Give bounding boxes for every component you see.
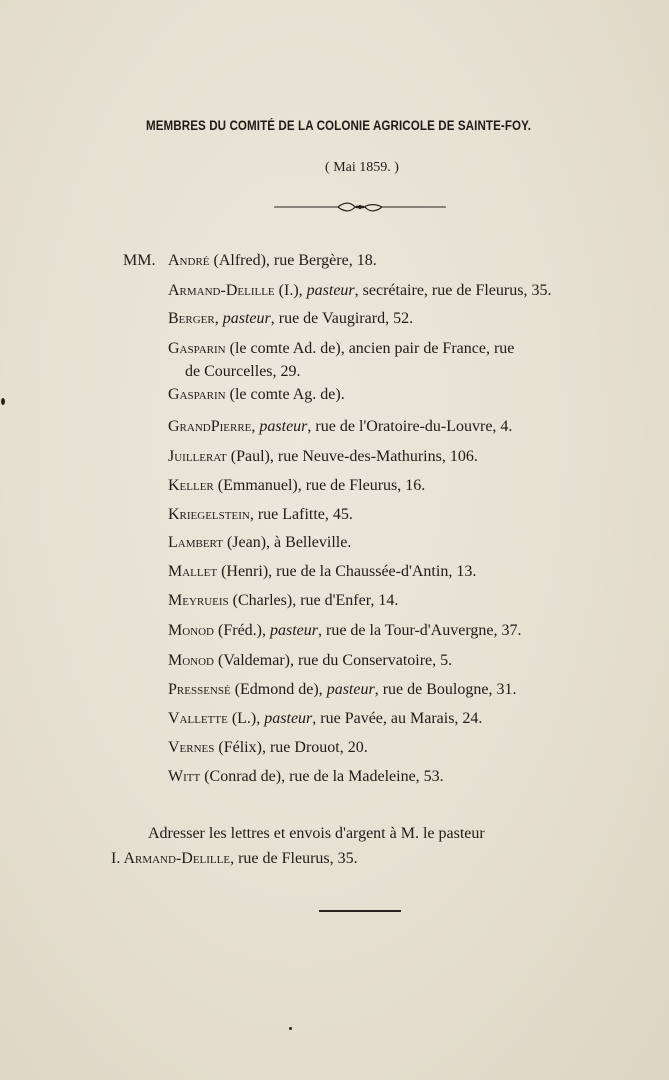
member-details: (Charles), rue d'Enfer, 14. (228, 592, 399, 609)
footer-line-1: Adresser les lettres et envois d'argent à M. le pasteur (148, 825, 485, 842)
member-name: André (168, 252, 210, 269)
member-role: pasteur (264, 710, 313, 727)
member-details: (Fréd.), (214, 622, 270, 639)
member-name: Lambert (168, 534, 223, 551)
member-name: Vallette (168, 710, 228, 727)
member-entry (168, 502, 604, 527)
member-entry (168, 677, 604, 702)
member-details: (L.), (227, 710, 265, 727)
member-address: , secrétaire, rue de Fleurus, 35. (354, 282, 552, 299)
page-title: MEMBRES DU COMITÉ DE LA COLONIE AGRICOLE DE SAINTE-FOY. (145, 118, 532, 133)
member-name: Gasparin (168, 386, 226, 403)
member-details: (Conrad de), rue de la Madeleine, 53. (200, 768, 444, 785)
member-details: (Edmond de), (230, 681, 327, 698)
member-address: , rue de Boulogne, 31. (374, 681, 517, 698)
member-entry (168, 278, 604, 303)
member-entry (168, 248, 604, 273)
member-entry (168, 473, 604, 498)
member-entry (168, 559, 604, 584)
footer-address: , rue de Fleurus, 35. (230, 850, 358, 867)
member-entry (168, 706, 604, 731)
member-details: (Félix), rue Drouot, 20. (214, 739, 368, 756)
member-entry (168, 764, 604, 789)
member-name: Gasparin (168, 340, 226, 357)
member-details: , (251, 418, 260, 435)
member-details: (Alfred), rue Bergère, 18. (209, 252, 377, 269)
member-name: Pressensé (168, 681, 231, 698)
member-entry (168, 648, 604, 673)
member-address: , rue de la Tour-d'Auvergne, 37. (318, 622, 522, 639)
member-entry (168, 336, 604, 383)
member-entry (168, 444, 604, 469)
member-details: (Emmanuel), rue de Fleurus, 16. (213, 477, 426, 494)
member-entry (168, 530, 604, 555)
ornament-divider (272, 200, 448, 214)
member-name: Juillerat (168, 448, 227, 465)
member-name: Vernes (168, 739, 215, 756)
member-continuation: de Courcelles, 29. (185, 363, 301, 380)
member-details: (le comte Ag. de). (225, 386, 345, 403)
member-entry (168, 588, 604, 613)
member-role: pasteur (326, 681, 375, 698)
margin-mark (1, 398, 5, 405)
list-prefix: MM. (123, 252, 156, 269)
member-entry (168, 618, 604, 643)
member-details: , (214, 310, 223, 327)
print-speck (289, 1027, 292, 1030)
footer-name: I. Armand-Delille (111, 850, 231, 867)
member-name: Berger (168, 310, 215, 327)
member-role: pasteur (306, 282, 355, 299)
member-details: (Valdemar), rue du Conservatoire, 5. (214, 652, 453, 669)
member-details: (le comte Ad. de), ancien pair de France, rue (225, 340, 515, 357)
member-name: Kriegelstein (168, 506, 250, 523)
member-entry (168, 382, 604, 407)
member-name: Monod (168, 622, 215, 639)
member-details: (Henri), rue de la Chaussée-d'Antin, 13. (217, 563, 477, 580)
date-line: ( Mai 1859. ) (325, 160, 399, 175)
member-name: Monod (168, 652, 215, 669)
member-address: , rue de l'Oratoire-du-Louvre, 4. (307, 418, 513, 435)
member-details: (Paul), rue Neuve-des-Mathurins, 106. (226, 448, 478, 465)
member-details: , rue Lafitte, 45. (249, 506, 353, 523)
member-name: Armand-Delille (168, 282, 275, 299)
member-role: pasteur (222, 310, 271, 327)
member-entry (168, 306, 604, 331)
member-address: , rue Pavée, au Marais, 24. (312, 710, 483, 727)
member-name: GrandPierre (168, 418, 252, 435)
member-role: pasteur (270, 622, 318, 639)
member-name: Witt (168, 768, 201, 785)
footer-line-2 (111, 846, 618, 871)
member-address: , rue de Vaugirard, 52. (270, 310, 414, 327)
member-name: Keller (168, 477, 214, 494)
member-name: Meyrueis (168, 592, 229, 609)
member-entry (168, 414, 604, 439)
member-name: Mallet (168, 563, 218, 580)
end-rule (319, 910, 401, 912)
member-entry (168, 735, 604, 760)
footer-note (111, 821, 618, 871)
member-details: (I.), (274, 282, 307, 299)
member-role: pasteur (259, 418, 308, 435)
member-details: (Jean), à Belleville. (222, 534, 352, 551)
